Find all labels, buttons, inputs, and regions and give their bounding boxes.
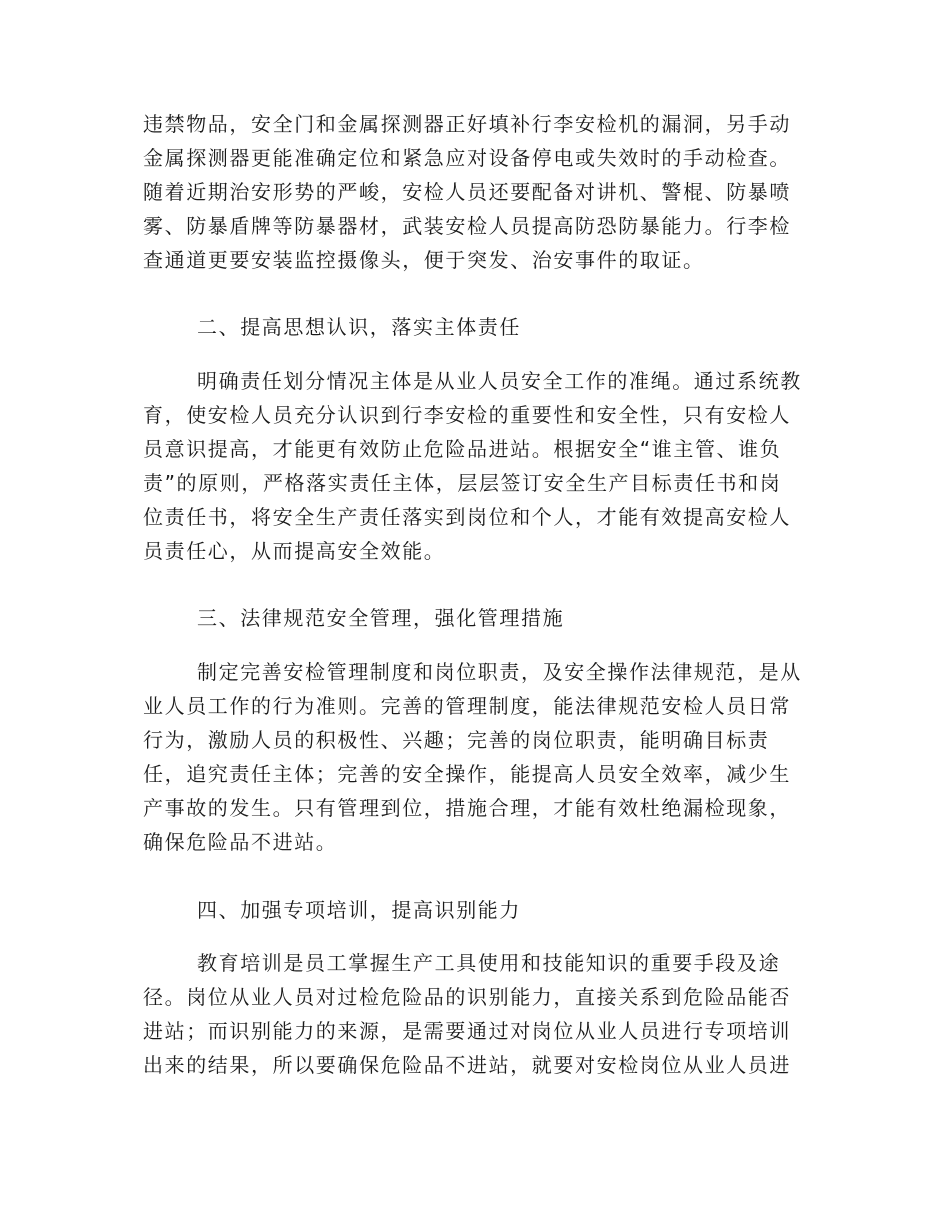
text-line: 金属探测器更能准确定位和紧急应对设备停电或失效时的手动检查。: [143, 146, 791, 170]
text-line: 位责任书，将安全生产责任落实到岗位和个人，才能有效提高安检人: [143, 505, 791, 529]
section-heading-4: [143, 893, 813, 927]
text-line: 员责任心，从而提高安全效能。: [143, 539, 446, 563]
heading-text: 二、提高思想认识，落实主体责任: [197, 315, 521, 339]
paragraph-training: [143, 946, 813, 1082]
text-line: 出来的结果，所以要确保危险品不进站，就要对安检岗位从业人员进: [143, 1053, 791, 1077]
text-line: 明确责任划分情况主体是从业人员安全工作的准绳。通过系统教: [197, 369, 802, 393]
text-line: 责”的原则，严格落实责任主体，层层签订安全生产目标责任书和岗: [143, 471, 782, 495]
paragraph-equipment: [143, 107, 813, 277]
text-line: 产事故的发生。只有管理到位，措施合理，才能有效杜绝漏检现象，: [143, 796, 791, 820]
text-line: 确保危险品不进站。: [143, 830, 338, 854]
text-line: 制定完善安检管理制度和岗位职责，及安全操作法律规范，是从: [197, 660, 802, 684]
heading-text: 三、法律规范安全管理，强化管理措施: [197, 606, 565, 630]
text-line: 教育培训是员工掌握生产工具使用和技能知识的重要手段及途: [197, 951, 781, 975]
text-line: 进站；而识别能力的来源，是需要通过对岗位从业人员进行专项培训: [143, 1019, 791, 1043]
text-line: 查通道更要安装监控摄像头，便于突发、治安事件的取证。: [143, 248, 705, 272]
text-line: 雾、防暴盾牌等防暴器材，武装安检人员提高防恐防暴能力。行李检: [143, 214, 791, 238]
text-line: 任，追究责任主体；完善的安全操作，能提高人员安全效率，减少生: [143, 762, 791, 786]
text-line: 员意识提高，才能更有效防止危险品进站。根据安全“谁主管、谁负: [143, 437, 782, 461]
text-line: 育，使安检人员充分认识到行李安检的重要性和安全性，只有安检人: [143, 403, 791, 427]
section-heading-2: [143, 310, 813, 344]
text-line: 违禁物品，安全门和金属探测器正好填补行李安检机的漏洞，另手动: [143, 112, 791, 136]
text-line: 业人员工作的行为准则。完善的管理制度，能法律规范安检人员日常: [143, 694, 791, 718]
text-line: 行为，激励人员的积极性、兴趣；完善的岗位职责，能明确目标责: [143, 728, 770, 752]
text-line: 径。岗位从业人员对过检危险品的识别能力，直接关系到危险品能否: [143, 985, 791, 1009]
text-line: 随着近期治安形势的严峻，安检人员还要配备对讲机、警棍、防暴喷: [143, 180, 791, 204]
section-heading-3: [143, 601, 813, 635]
heading-text: 四、加强专项培训，提高识别能力: [197, 898, 521, 922]
paragraph-management: [143, 655, 813, 859]
paragraph-responsibility: [143, 364, 813, 568]
